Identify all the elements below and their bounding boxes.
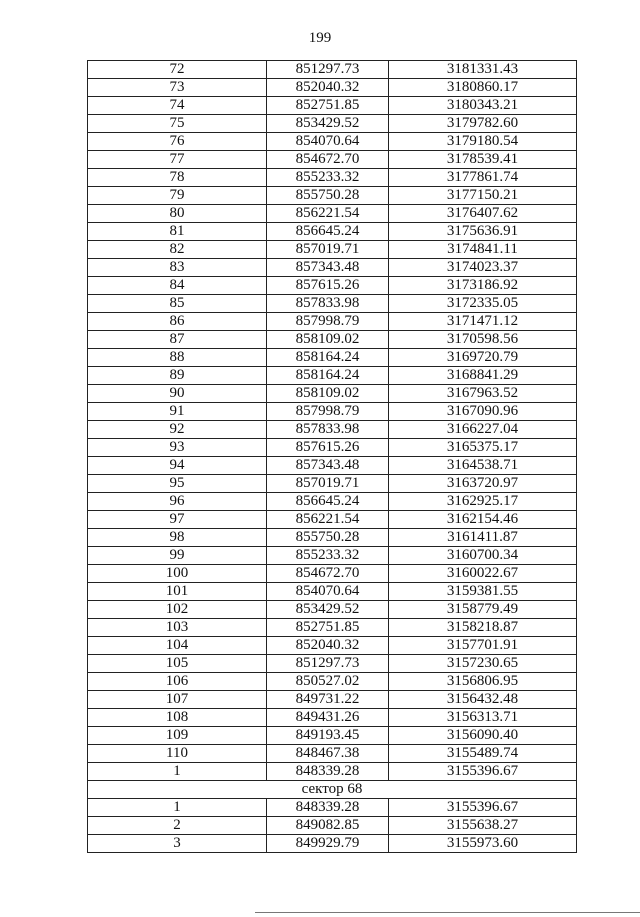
x-coordinate-cell: 850527.02	[267, 673, 389, 691]
y-coordinate-cell: 3177861.74	[389, 169, 577, 187]
y-coordinate-cell: 3156432.48	[389, 691, 577, 709]
x-coordinate-cell: 856645.24	[267, 493, 389, 511]
y-coordinate-cell: 3155489.74	[389, 745, 577, 763]
x-coordinate-cell: 854672.70	[267, 151, 389, 169]
x-coordinate-cell: 852751.85	[267, 97, 389, 115]
table-row	[88, 691, 577, 709]
table-row	[88, 187, 577, 205]
y-coordinate-cell: 3166227.04	[389, 421, 577, 439]
x-coordinate-cell: 849929.79	[267, 835, 389, 853]
x-coordinate-cell: 857019.71	[267, 475, 389, 493]
point-number-cell: 92	[88, 421, 267, 439]
point-number-cell: 74	[88, 97, 267, 115]
y-coordinate-cell: 3180343.21	[389, 97, 577, 115]
y-coordinate-cell: 3157230.65	[389, 655, 577, 673]
x-coordinate-cell: 849082.85	[267, 817, 389, 835]
y-coordinate-cell: 3155396.67	[389, 799, 577, 817]
x-coordinate-cell: 856221.54	[267, 511, 389, 529]
y-coordinate-cell: 3170598.56	[389, 331, 577, 349]
table-row	[88, 745, 577, 763]
point-number-cell: 89	[88, 367, 267, 385]
x-coordinate-cell: 857343.48	[267, 457, 389, 475]
table-row	[88, 763, 577, 781]
table-row	[88, 79, 577, 97]
table-row	[88, 601, 577, 619]
table-row	[88, 61, 577, 79]
table-row	[88, 97, 577, 115]
point-number-cell: 91	[88, 403, 267, 421]
point-number-cell: 82	[88, 241, 267, 259]
y-coordinate-cell: 3167090.96	[389, 403, 577, 421]
table-row	[88, 583, 577, 601]
table-row	[88, 637, 577, 655]
y-coordinate-cell: 3162925.17	[389, 493, 577, 511]
y-coordinate-cell: 3169720.79	[389, 349, 577, 367]
y-coordinate-cell: 3161411.87	[389, 529, 577, 547]
coordinates-table	[87, 60, 577, 853]
table-row	[88, 223, 577, 241]
y-coordinate-cell: 3179180.54	[389, 133, 577, 151]
x-coordinate-cell: 857343.48	[267, 259, 389, 277]
table-row	[88, 709, 577, 727]
x-coordinate-cell: 857019.71	[267, 241, 389, 259]
table-row	[88, 673, 577, 691]
y-coordinate-cell: 3171471.12	[389, 313, 577, 331]
point-number-cell: 94	[88, 457, 267, 475]
table-row	[88, 727, 577, 745]
table-row	[88, 457, 577, 475]
y-coordinate-cell: 3156806.95	[389, 673, 577, 691]
table-row	[88, 385, 577, 403]
page-number: 199	[308, 30, 332, 46]
x-coordinate-cell: 852751.85	[267, 619, 389, 637]
y-coordinate-cell: 3155973.60	[389, 835, 577, 853]
y-coordinate-cell: 3176407.62	[389, 205, 577, 223]
y-coordinate-cell: 3173186.92	[389, 277, 577, 295]
point-number-cell: 104	[88, 637, 267, 655]
x-coordinate-cell: 858109.02	[267, 331, 389, 349]
x-coordinate-cell: 849193.45	[267, 727, 389, 745]
x-coordinate-cell: 858164.24	[267, 367, 389, 385]
point-number-cell: 78	[88, 169, 267, 187]
point-number-cell: 97	[88, 511, 267, 529]
table-row	[88, 421, 577, 439]
table-row	[88, 259, 577, 277]
coordinates-table-body	[88, 61, 577, 781]
x-coordinate-cell: 856645.24	[267, 223, 389, 241]
x-coordinate-cell: 855750.28	[267, 529, 389, 547]
x-coordinate-cell: 857998.79	[267, 313, 389, 331]
point-number-cell: 3	[88, 835, 267, 853]
table-row	[88, 529, 577, 547]
y-coordinate-cell: 3178539.41	[389, 151, 577, 169]
section-header-row	[88, 781, 577, 799]
x-coordinate-cell: 856221.54	[267, 205, 389, 223]
table-row	[88, 205, 577, 223]
x-coordinate-cell: 857615.26	[267, 277, 389, 295]
point-number-cell: 81	[88, 223, 267, 241]
y-coordinate-cell: 3181331.43	[389, 61, 577, 79]
point-number-cell: 84	[88, 277, 267, 295]
point-number-cell: 109	[88, 727, 267, 745]
table-row	[88, 277, 577, 295]
table-row	[88, 133, 577, 151]
point-number-cell: 95	[88, 475, 267, 493]
x-coordinate-cell: 858109.02	[267, 385, 389, 403]
x-coordinate-cell: 854070.64	[267, 133, 389, 151]
table-row	[88, 151, 577, 169]
point-number-cell: 77	[88, 151, 267, 169]
x-coordinate-cell: 858164.24	[267, 349, 389, 367]
y-coordinate-cell: 3164538.71	[389, 457, 577, 475]
x-coordinate-cell: 857833.98	[267, 421, 389, 439]
y-coordinate-cell: 3158779.49	[389, 601, 577, 619]
point-number-cell: 107	[88, 691, 267, 709]
y-coordinate-cell: 3156313.71	[389, 709, 577, 727]
y-coordinate-cell: 3174023.37	[389, 259, 577, 277]
point-number-cell: 85	[88, 295, 267, 313]
section-header-group	[88, 781, 577, 799]
point-number-cell: 106	[88, 673, 267, 691]
x-coordinate-cell: 855233.32	[267, 169, 389, 187]
x-coordinate-cell: 853429.52	[267, 601, 389, 619]
table-row	[88, 367, 577, 385]
y-coordinate-cell: 3179782.60	[389, 115, 577, 133]
y-coordinate-cell: 3155396.67	[389, 763, 577, 781]
point-number-cell: 1	[88, 763, 267, 781]
x-coordinate-cell: 849731.22	[267, 691, 389, 709]
y-coordinate-cell: 3174841.11	[389, 241, 577, 259]
point-number-cell: 93	[88, 439, 267, 457]
y-coordinate-cell: 3172335.05	[389, 295, 577, 313]
table-row	[88, 115, 577, 133]
table-row	[88, 817, 577, 835]
point-number-cell: 105	[88, 655, 267, 673]
x-coordinate-cell: 855233.32	[267, 547, 389, 565]
table-row	[88, 439, 577, 457]
point-number-cell: 98	[88, 529, 267, 547]
x-coordinate-cell: 854672.70	[267, 565, 389, 583]
y-coordinate-cell: 3159381.55	[389, 583, 577, 601]
table-row	[88, 493, 577, 511]
table-row	[88, 619, 577, 637]
x-coordinate-cell: 853429.52	[267, 115, 389, 133]
point-number-cell: 100	[88, 565, 267, 583]
x-coordinate-cell: 848339.28	[267, 799, 389, 817]
y-coordinate-cell: 3160022.67	[389, 565, 577, 583]
y-coordinate-cell: 3162154.46	[389, 511, 577, 529]
point-number-cell: 90	[88, 385, 267, 403]
y-coordinate-cell: 3160700.34	[389, 547, 577, 565]
point-number-cell: 103	[88, 619, 267, 637]
x-coordinate-cell: 848467.38	[267, 745, 389, 763]
table-row	[88, 331, 577, 349]
scan-edge-line	[255, 912, 640, 913]
point-number-cell: 87	[88, 331, 267, 349]
x-coordinate-cell: 851297.73	[267, 655, 389, 673]
table-row	[88, 547, 577, 565]
y-coordinate-cell: 3156090.40	[389, 727, 577, 745]
table-row	[88, 349, 577, 367]
table-row	[88, 475, 577, 493]
y-coordinate-cell: 3177150.21	[389, 187, 577, 205]
point-number-cell: 108	[88, 709, 267, 727]
point-number-cell: 73	[88, 79, 267, 97]
y-coordinate-cell: 3163720.97	[389, 475, 577, 493]
table-row	[88, 403, 577, 421]
table-row	[88, 655, 577, 673]
x-coordinate-cell: 857833.98	[267, 295, 389, 313]
x-coordinate-cell: 855750.28	[267, 187, 389, 205]
y-coordinate-cell: 3165375.17	[389, 439, 577, 457]
table-row	[88, 511, 577, 529]
table-row	[88, 835, 577, 853]
point-number-cell: 1	[88, 799, 267, 817]
table-row	[88, 169, 577, 187]
x-coordinate-cell: 852040.32	[267, 637, 389, 655]
point-number-cell: 72	[88, 61, 267, 79]
y-coordinate-cell: 3158218.87	[389, 619, 577, 637]
point-number-cell: 110	[88, 745, 267, 763]
point-number-cell: 75	[88, 115, 267, 133]
point-number-cell: 99	[88, 547, 267, 565]
table-row	[88, 799, 577, 817]
x-coordinate-cell: 854070.64	[267, 583, 389, 601]
y-coordinate-cell: 3168841.29	[389, 367, 577, 385]
y-coordinate-cell: 3180860.17	[389, 79, 577, 97]
y-coordinate-cell: 3175636.91	[389, 223, 577, 241]
y-coordinate-cell: 3155638.27	[389, 817, 577, 835]
section-title: сектор 68	[88, 781, 577, 799]
point-number-cell: 83	[88, 259, 267, 277]
y-coordinate-cell: 3157701.91	[389, 637, 577, 655]
x-coordinate-cell: 848339.28	[267, 763, 389, 781]
point-number-cell: 79	[88, 187, 267, 205]
point-number-cell: 76	[88, 133, 267, 151]
y-coordinate-cell: 3167963.52	[389, 385, 577, 403]
point-number-cell: 102	[88, 601, 267, 619]
x-coordinate-cell: 851297.73	[267, 61, 389, 79]
table-row	[88, 565, 577, 583]
table-row	[88, 295, 577, 313]
point-number-cell: 80	[88, 205, 267, 223]
table-row	[88, 313, 577, 331]
point-number-cell: 86	[88, 313, 267, 331]
x-coordinate-cell: 857998.79	[267, 403, 389, 421]
point-number-cell: 96	[88, 493, 267, 511]
point-number-cell: 101	[88, 583, 267, 601]
table-row	[88, 241, 577, 259]
section-table-body	[88, 799, 577, 853]
x-coordinate-cell: 849431.26	[267, 709, 389, 727]
x-coordinate-cell: 857615.26	[267, 439, 389, 457]
point-number-cell: 88	[88, 349, 267, 367]
point-number-cell: 2	[88, 817, 267, 835]
x-coordinate-cell: 852040.32	[267, 79, 389, 97]
